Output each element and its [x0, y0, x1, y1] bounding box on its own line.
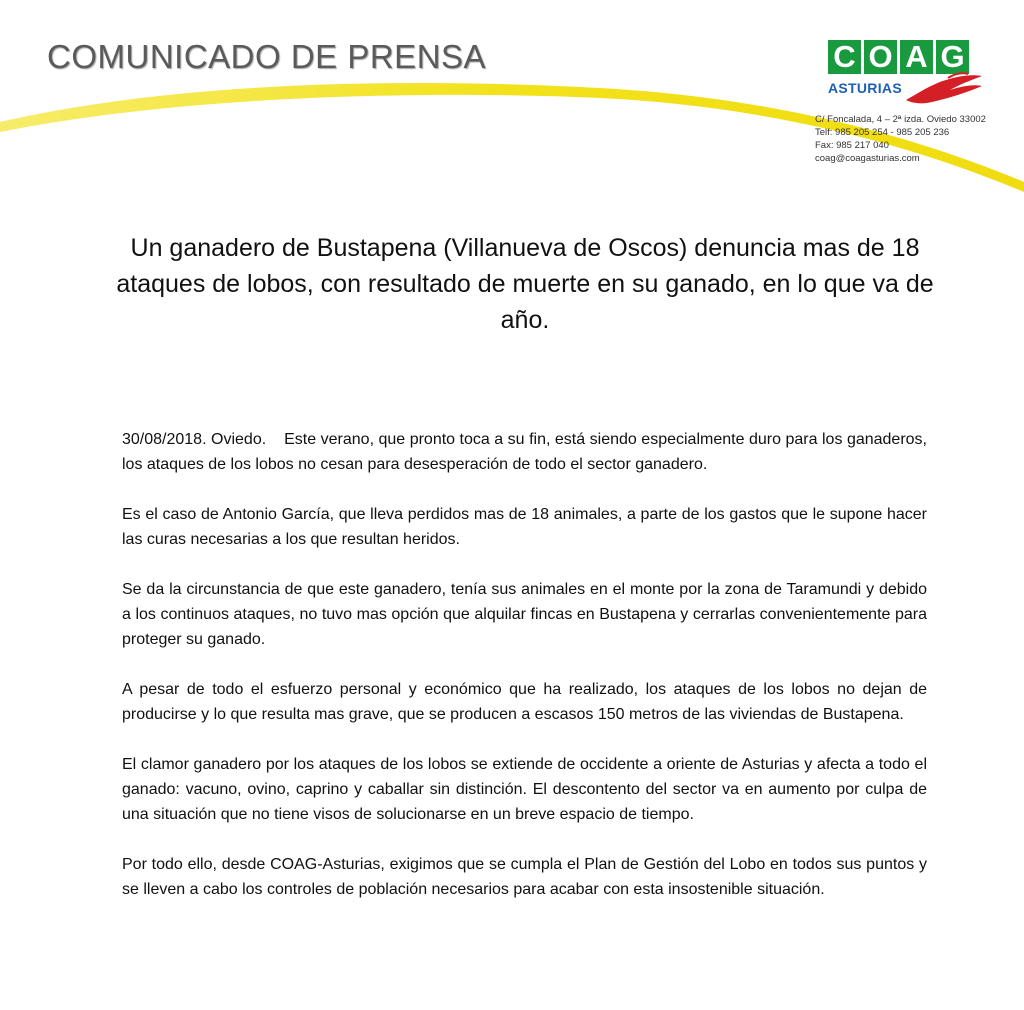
logo-region-label: ASTURIAS	[828, 80, 902, 96]
headline: Un ganadero de Bustapena (Villanueva de Oscos) denuncia mas de 18 ataques de lobos, con resultado de muerte en su ganado, en lo que va de año.	[116, 234, 934, 334]
red-squiggle-icon	[902, 70, 986, 106]
paragraph-3: Se da la circunstancia de que este ganadero, tenía sus animales en el monte por la zona de Taramundi y debido a los continuos ataques, no tuvo mas opción que alquilar fincas en Bustapena y cerrarlas convenientemente para proteger su ganado.	[122, 581, 927, 648]
contact-email: coag@coagasturias.com	[815, 153, 920, 164]
logo-letter-o: O	[864, 40, 897, 74]
contact-fax: Fax: 985 217 040	[815, 140, 889, 151]
logo-letter-a: A	[900, 40, 933, 74]
logo-letter-g: G	[936, 40, 969, 74]
paragraph-6: Por todo ello, desde COAG-Asturias, exigimos que se cumpla el Plan de Gestión del Lobo en todos sus puntos y se lleven a cabo los controles de población necesarios para acabar con esta insostenible situación.	[122, 856, 927, 898]
paragraph-1: 30/08/2018. Oviedo. Este verano, que pronto toca a su fin, está siendo especialmente duro para los ganaderos, los ataques de los lobos no cesan para desesperación de todo el sector ganadero.	[122, 431, 932, 473]
body-text	[122, 427, 932, 927]
press-release-title: COMUNICADO DE PRENSA	[47, 38, 487, 75]
contact-phone: Telf: 985 205 254 - 985 205 236	[815, 127, 950, 138]
contact-block	[815, 113, 986, 165]
paragraph-2: Es el caso de Antonio García, que lleva perdidos mas de 18 animales, a parte de los gastos que le supone hacer las curas necesarias a los que resultan heridos.	[122, 506, 927, 548]
coag-asturias-logo	[828, 40, 988, 110]
paragraph-5: El clamor ganadero por los ataques de los lobos se extiende de occidente a oriente de Asturias y afecta a todo el ganado: vacuno, ovino, caprino y caballar sin distinción. El descontento del sector va en aumento por culpa de una situación que no tiene visos de solucionarse en un breve espacio de tiempo.	[122, 756, 927, 823]
logo-letter-c: C	[828, 40, 861, 74]
paragraph-4: A pesar de todo el esfuerzo personal y económico que ha realizado, los ataques de los lobos no dejan de producirse y lo que resulta mas grave, que se producen a escasos 150 metros de las viviendas de Bustapena.	[122, 681, 927, 723]
contact-address: C/ Foncalada, 4 – 2ª izda. Oviedo 33002	[815, 114, 986, 125]
